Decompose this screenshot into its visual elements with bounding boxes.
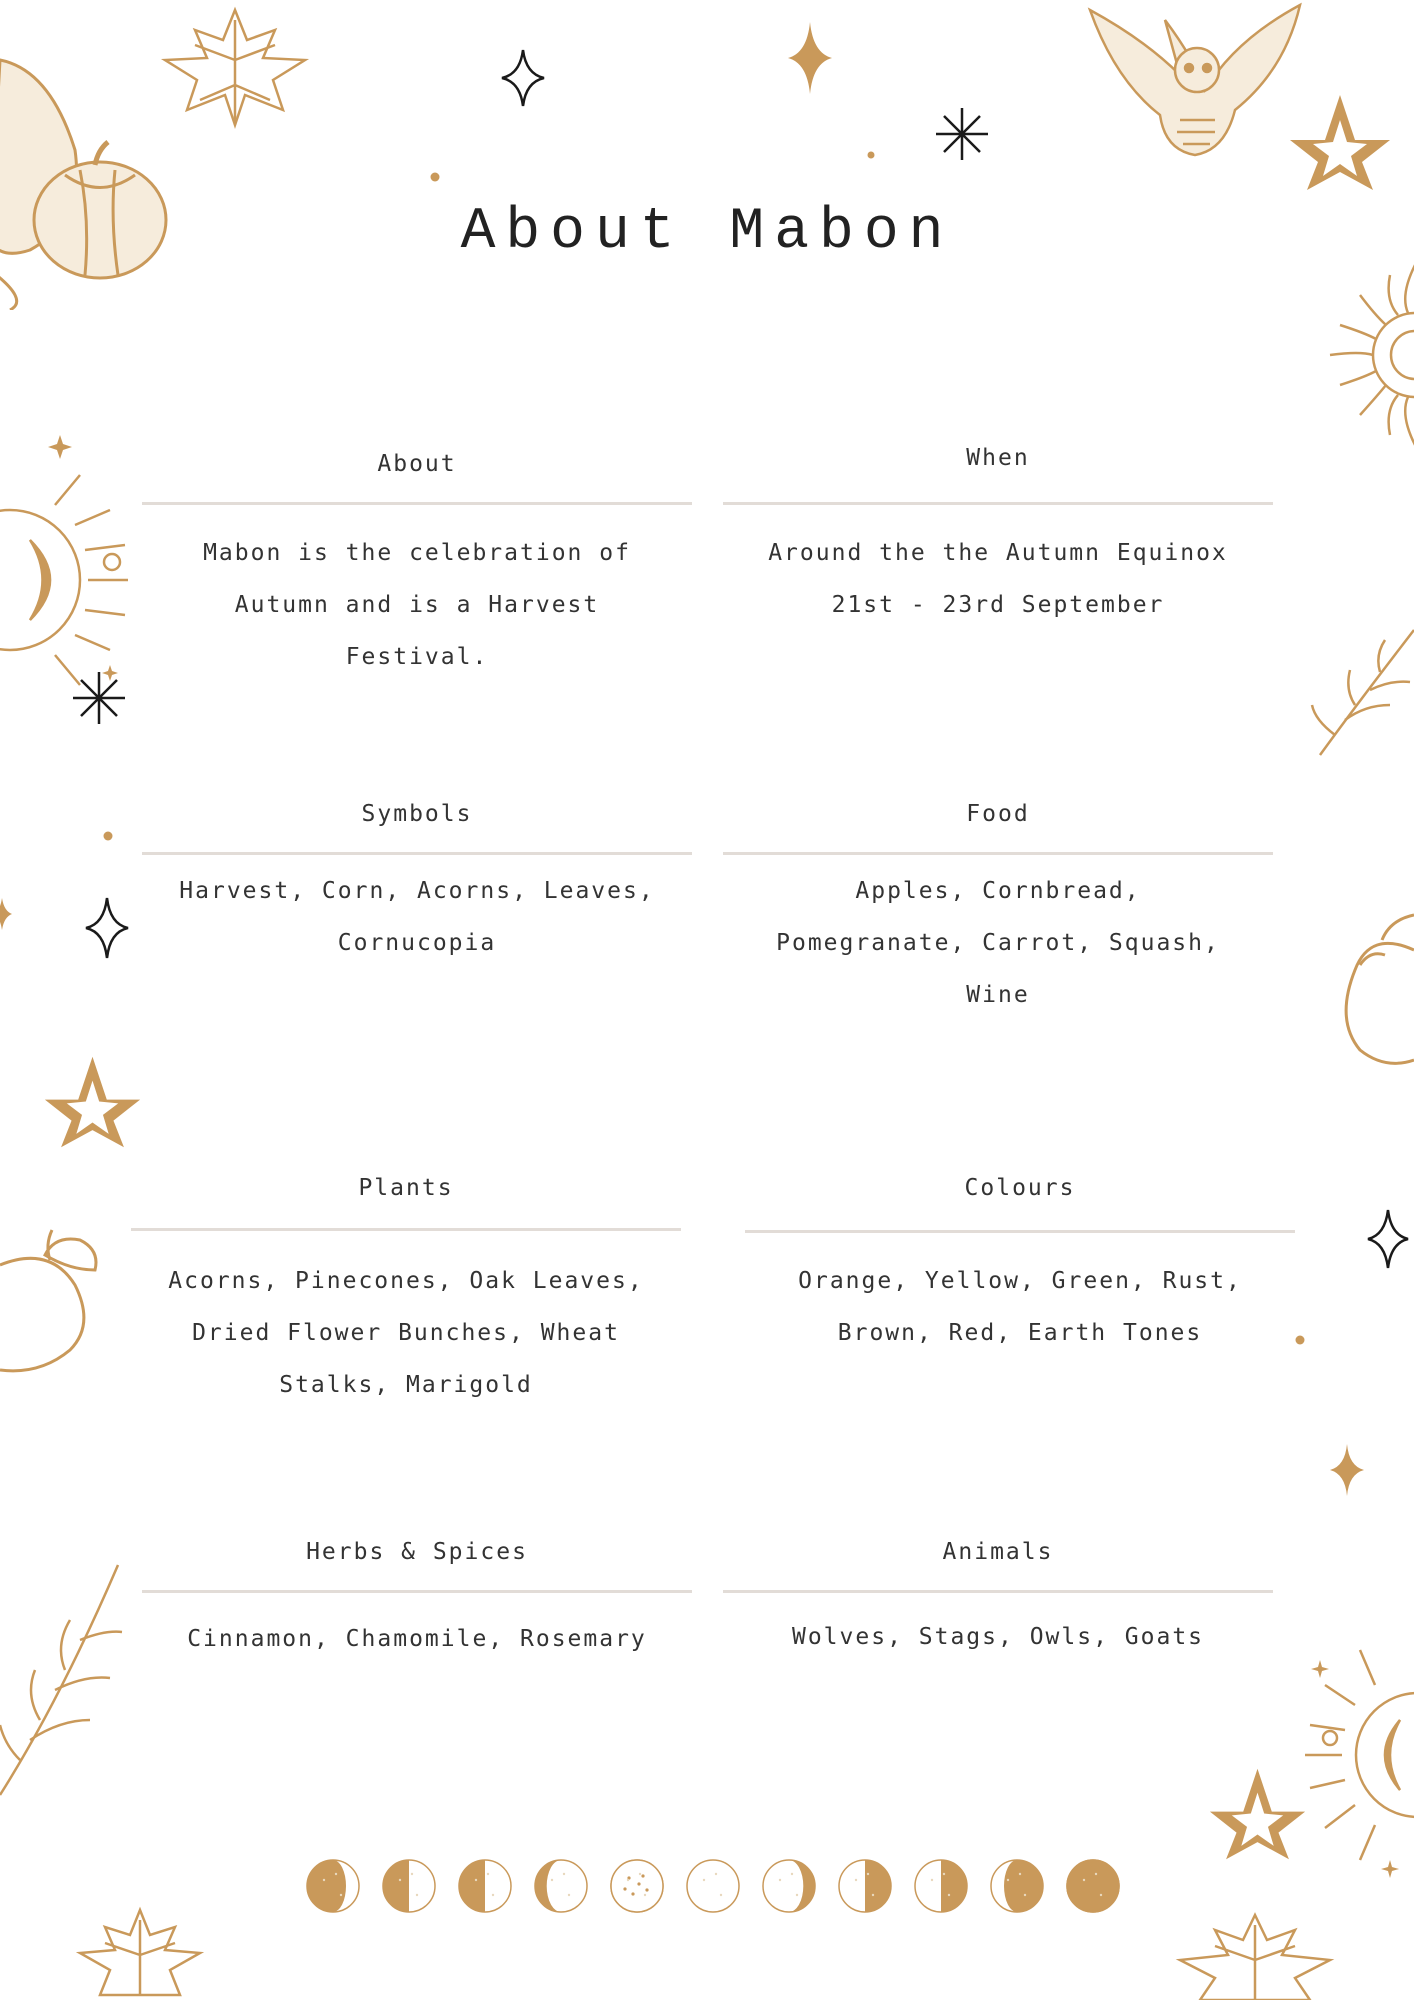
section-colours — [745, 1168, 1295, 1359]
divider — [142, 1590, 692, 1593]
wheat-sprig-icon — [1310, 610, 1414, 760]
apple-illustration-icon — [0, 1225, 110, 1375]
section-herbs-spices — [142, 1532, 692, 1665]
body-line: Dried Flower Bunches, Wheat — [192, 1320, 620, 1346]
divider — [131, 1228, 681, 1231]
body-line: Apples, Cornbread, — [855, 878, 1141, 904]
divider — [723, 1590, 1273, 1593]
body-line: Acorns, Pinecones, Oak Leaves, — [168, 1268, 644, 1294]
starburst-icon — [934, 106, 990, 162]
moon-phase-icon — [839, 1860, 891, 1912]
moon-phase-icon — [1067, 1860, 1119, 1912]
sparkle-star-icon — [1366, 1208, 1410, 1270]
moon-phase-icon — [763, 1860, 815, 1912]
page-title: About Mabon — [460, 200, 954, 265]
divider — [723, 852, 1273, 855]
moon-phases-row — [305, 1858, 1125, 1914]
divider — [745, 1230, 1295, 1233]
moon-phase-icon — [459, 1860, 511, 1912]
dot-icon — [867, 151, 875, 159]
section-heading: When — [966, 445, 1030, 471]
body-line: Autumn and is a Harvest — [234, 592, 600, 618]
pentagram-icon — [1285, 90, 1395, 195]
section-food — [723, 794, 1273, 1021]
section-heading: About — [377, 451, 457, 477]
owl-illustration-icon — [1085, 0, 1310, 160]
sparkle-star-icon — [500, 48, 546, 108]
sparkle-star-icon — [84, 896, 130, 960]
pentagram-icon — [40, 1052, 145, 1152]
maple-leaf-icon — [1170, 1910, 1340, 2000]
moon-phase-icon — [687, 1860, 739, 1912]
section-heading: Plants — [358, 1175, 454, 1201]
sunflower-illustration-icon — [1320, 255, 1414, 455]
sparkle-star-icon — [0, 896, 14, 932]
moon-phase-icon — [915, 1860, 967, 1912]
divider — [142, 502, 692, 505]
section-when — [723, 438, 1273, 631]
section-heading: Colours — [964, 1175, 1076, 1201]
body-line: Brown, Red, Earth Tones — [837, 1320, 1203, 1346]
body-line: Pomegranate, Carrot, Squash, — [776, 930, 1220, 956]
body-line: Mabon is the celebration of — [203, 540, 631, 566]
sparkle-star-icon — [786, 20, 834, 96]
body-line: Cinnamon, Chamomile, Rosemary — [187, 1626, 647, 1652]
moon-phase-icon — [535, 1860, 587, 1912]
section-body — [723, 1611, 1273, 1663]
section-symbols — [142, 794, 692, 969]
dot-icon — [1295, 1335, 1305, 1345]
maple-leaf-icon — [155, 0, 315, 130]
section-body — [142, 865, 692, 969]
body-line: Harvest, Corn, Acorns, Leaves, — [179, 878, 655, 904]
pentagram-icon — [1205, 1764, 1310, 1864]
section-about — [142, 444, 692, 683]
body-line: Around the the Autumn Equinox — [768, 540, 1228, 566]
wheat-sprig-icon — [0, 1560, 125, 1800]
section-heading: Herbs & Spices — [306, 1539, 528, 1565]
body-line: Cornucopia — [337, 930, 497, 956]
section-body — [745, 1255, 1295, 1359]
section-heading: Animals — [942, 1539, 1054, 1565]
section-body — [131, 1255, 681, 1411]
maple-leaf-icon — [70, 1905, 210, 2000]
body-line: Orange, Yellow, Green, Rust, — [798, 1268, 1242, 1294]
divider — [142, 852, 692, 855]
moon-phase-icon — [611, 1860, 663, 1912]
section-body — [142, 1613, 692, 1665]
body-line: Stalks, Marigold — [279, 1372, 533, 1398]
moon-phase-icon — [991, 1860, 1043, 1912]
dot-icon — [430, 172, 440, 182]
sparkle-star-icon — [1328, 1442, 1366, 1498]
moon-phase-icon — [383, 1860, 435, 1912]
section-body — [142, 527, 692, 683]
section-heading: Symbols — [361, 801, 473, 827]
section-animals — [723, 1532, 1273, 1663]
body-line: Wolves, Stags, Owls, Goats — [791, 1624, 1205, 1650]
sun-moon-icon — [1300, 1620, 1414, 1890]
section-plants — [131, 1168, 681, 1411]
section-body — [723, 527, 1273, 631]
section-heading: Food — [966, 801, 1030, 827]
starburst-icon — [71, 670, 127, 726]
divider — [723, 502, 1273, 505]
dot-icon — [103, 831, 113, 841]
section-body — [723, 865, 1273, 1021]
moon-phase-icon — [307, 1860, 359, 1912]
body-line: 21st - 23rd September — [831, 592, 1165, 618]
apple-illustration-icon — [1330, 910, 1414, 1080]
body-line: Wine — [966, 982, 1030, 1008]
body-line: Festival. — [345, 644, 489, 670]
